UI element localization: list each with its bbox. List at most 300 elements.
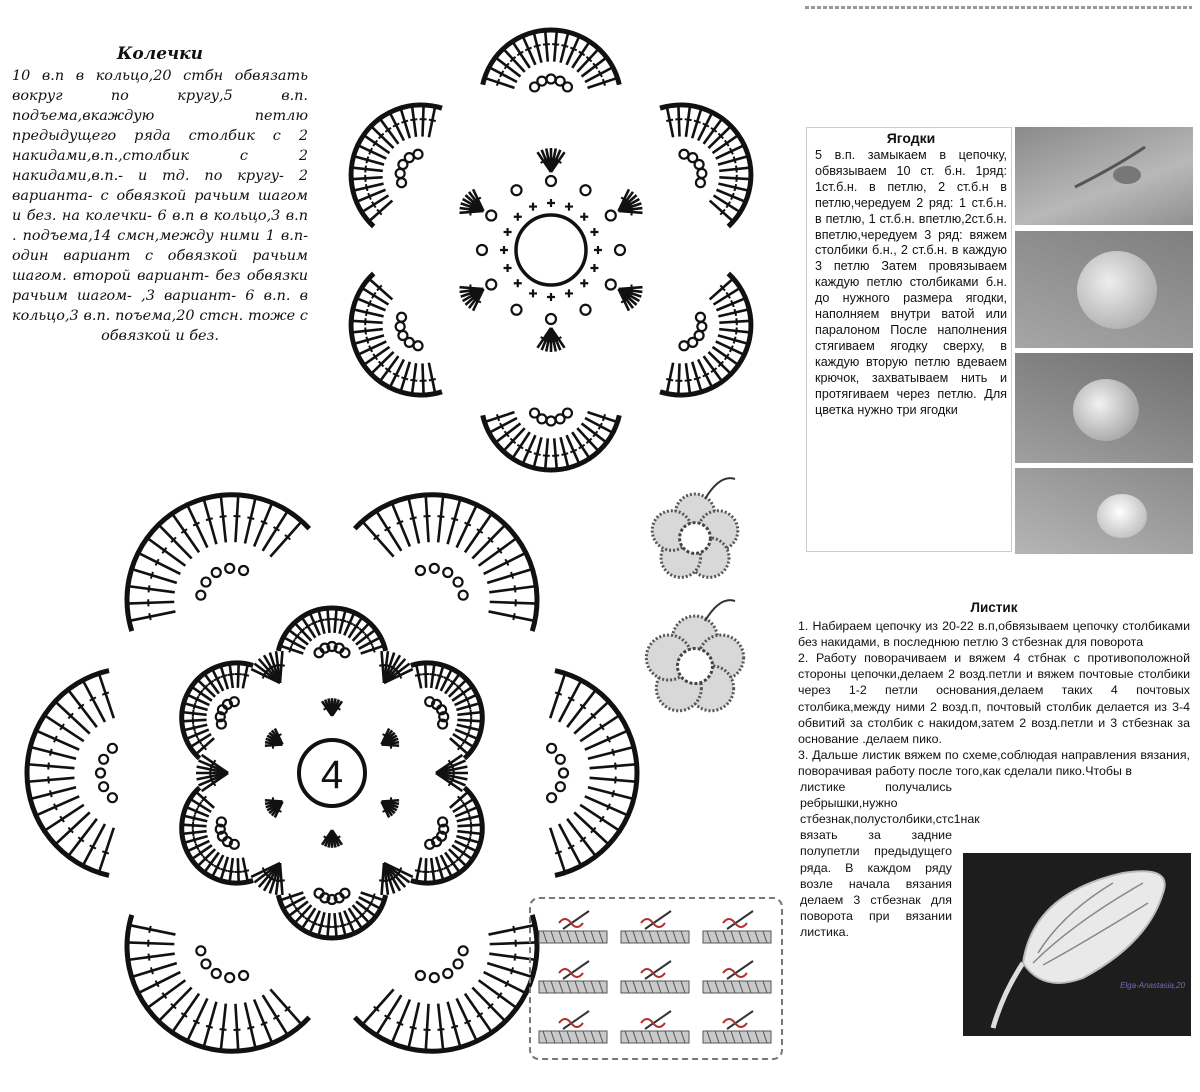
chain-stitch: [697, 322, 706, 331]
petal-stitch: [353, 184, 384, 191]
chain-stitch: [615, 245, 625, 255]
chain-stitch: [397, 178, 406, 187]
petal-stitch-bar: [515, 585, 516, 592]
fabric-swatch: [621, 981, 689, 993]
center-single-crochet: [580, 279, 588, 287]
chain-stitch: [547, 417, 556, 426]
petal-stitch: [588, 747, 634, 759]
petal-stitch-bar: [220, 1029, 227, 1030]
petal-stitch-bar: [561, 453, 568, 455]
chain-stitch: [581, 305, 591, 315]
petal-stitch: [545, 30, 548, 61]
petal-stitch-bar: [603, 414, 605, 421]
chain-stitch: [96, 769, 105, 778]
petal-stitch-bar: [415, 870, 422, 871]
petal-stitch: [182, 831, 207, 834]
chain-stitch: [547, 793, 556, 802]
petal-stitch-bar: [247, 1027, 254, 1029]
inner-fan-stitch-bar: [621, 299, 627, 302]
petal-stitch: [412, 363, 416, 394]
petal-stitch-bar: [221, 869, 228, 871]
petal-stitch-bar: [149, 926, 150, 933]
petal-stitch-bar: [543, 455, 550, 456]
petal-edge: [483, 415, 620, 470]
center-single-crochet: [500, 246, 508, 254]
petal-stitch-bar: [206, 1026, 213, 1028]
petal-stitch-bar: [369, 148, 372, 154]
petal-stitch-bar: [206, 518, 213, 520]
petal-stitch-bar: [561, 45, 568, 47]
petal-stitch-bar: [393, 124, 399, 127]
kolechki-title: Колечки: [116, 44, 204, 64]
petal-stitch-bar: [373, 894, 375, 901]
chain-stitch: [512, 305, 522, 315]
yarn-loop: [723, 919, 747, 927]
petal-stitch: [448, 499, 461, 544]
chain-stitch: [537, 77, 546, 86]
petal-stitch-bar: [196, 696, 199, 702]
inner-fan-stitch-bar: [391, 742, 392, 749]
petal-stitch: [128, 586, 175, 592]
flower-stitches: [351, 30, 751, 470]
stitch-instructions-panel: [529, 897, 783, 1060]
petal-stitch-bar: [401, 121, 408, 123]
center-single-crochet: [529, 203, 537, 211]
petal-stitch-bar: [451, 518, 458, 520]
inner-fan-stitch-bar: [379, 880, 386, 881]
petal-stitch-bar: [612, 790, 614, 797]
petal-stitch-bar: [366, 337, 368, 344]
inner-fan-stitch-bar: [631, 209, 632, 216]
chain-stitch: [212, 568, 221, 577]
petal-stitch: [667, 363, 673, 394]
berry-photo-2: [1015, 231, 1193, 348]
chain-stitch: [416, 566, 425, 575]
petal-stitch: [99, 828, 114, 873]
petal-stitch-bar: [228, 674, 235, 675]
petal-stitch-bar: [437, 675, 444, 677]
petal-stitch: [457, 825, 482, 826]
petal-stitch-bar: [393, 373, 399, 376]
petal-stitch-bar: [193, 829, 194, 836]
chain-stitch: [239, 566, 248, 575]
inner-fan-stitch-bar: [278, 665, 285, 666]
petal-stitch-bar: [369, 346, 372, 352]
chain-stitch: [196, 591, 205, 600]
petal-stitch-bar: [54, 804, 57, 810]
petal-stitch-bar: [193, 523, 199, 526]
petal-stitch: [245, 1002, 256, 1048]
chain-stitch: [454, 578, 463, 587]
petal-stitch-bar: [193, 815, 195, 822]
chain-stitch: [679, 341, 688, 350]
center-single-crochet: [547, 199, 555, 207]
chain-stitch: [99, 755, 108, 764]
petal-stitch-bar: [552, 44, 559, 45]
petal-stitch-bar: [48, 763, 49, 770]
petal-stitch-bar: [694, 121, 701, 123]
petal-stitch-bar: [397, 521, 403, 524]
petal-stitch-bar: [332, 619, 339, 620]
yarn-tail: [705, 478, 735, 499]
inner-fan-stitch: [619, 211, 643, 213]
petal-stitch: [425, 663, 426, 688]
petal-stitch: [422, 363, 423, 394]
petal-stitch-bar: [497, 79, 499, 86]
petal-edge: [355, 915, 537, 1051]
chain-stitch: [396, 322, 405, 331]
petal-stitch-bar: [437, 1029, 444, 1030]
petal-stitch: [545, 438, 548, 469]
petal-stitch: [567, 690, 596, 727]
petal-stitch-bar: [429, 120, 436, 121]
petal-stitch: [457, 712, 482, 715]
step-illustration: [703, 911, 771, 943]
yarn-loop: [641, 1019, 665, 1027]
petal-stitch-bar: [703, 124, 709, 127]
step-illustration: [539, 961, 607, 993]
listik-step-2: 2. Работу поворачиваем и вяжем 4 стбнак с противоположной стороны цепочки,делаем 2 возд.петли и вяжем почтовые столбики через 1-2 петли основания,делаем таких 4 почтовых столбика,между ними 2 возд.п, почтовый столбик делается из 3-4 обвитий за столбик с накидом,затем 2 возд.петли и 3 стбезнак за основание .делаем пико.: [798, 651, 1190, 746]
petal-stitch: [667, 106, 673, 137]
step-illustration: [621, 961, 689, 993]
petal-stitch-bar: [195, 732, 198, 738]
petal-stitch-bar: [102, 851, 109, 853]
petal-stitch: [686, 363, 690, 394]
petal-stitch-bar: [151, 967, 153, 974]
leaf-photo: [963, 853, 1191, 1036]
petal-stitch: [238, 663, 239, 688]
yarn-loop: [641, 969, 665, 977]
chain-stitch: [556, 755, 565, 764]
chain-stitch: [396, 169, 405, 178]
petal-stitch: [550, 828, 565, 873]
chain-stitch: [581, 185, 591, 195]
petal-stitch: [235, 495, 238, 542]
yarn-tail: [705, 600, 735, 621]
petal-stitch: [83, 824, 105, 866]
chain-stitch: [546, 314, 556, 324]
petal-stitch: [351, 329, 382, 332]
ring-center: [678, 649, 713, 684]
ring-sample-photo-2: [630, 606, 760, 721]
petal-stitch: [204, 1002, 217, 1047]
petal-stitch: [335, 608, 337, 633]
petal-stitch-bar: [570, 450, 576, 453]
chain-stitch: [547, 75, 556, 84]
chain-stitch: [530, 409, 539, 418]
chain-stitch: [108, 793, 117, 802]
petal-stitch-bar: [607, 736, 610, 742]
petal-stitch-bar: [465, 1020, 471, 1023]
petal-stitch-bar: [513, 613, 514, 620]
petal-stitch: [719, 321, 750, 323]
fabric-swatch: [703, 1031, 771, 1043]
center-single-crochet: [565, 203, 573, 211]
petal-stitch-bar: [318, 620, 325, 622]
petal-stitch-bar: [410, 517, 417, 519]
petal-stitch: [718, 184, 749, 191]
petal-stitch-bar: [102, 692, 109, 694]
petal-stitch-bar: [50, 790, 52, 797]
petal-stitch: [204, 499, 217, 544]
petal-stitch-bar: [430, 871, 437, 872]
petal-stitch-bar: [193, 710, 194, 717]
petal-stitch-bar: [50, 749, 52, 756]
petal-stitch-bar: [451, 1026, 458, 1028]
petal-stitch: [238, 858, 239, 883]
petal-stitch-bar: [194, 836, 196, 843]
ring-center: [680, 523, 711, 554]
kolechki-text: 10 в.п в кольцо,20 стбн обвязать вокруг по кругу,5 в.п. подъема,вкаждую петлю предыдущего ряда столбик с 2 накидами,в.п.,столбик с 2 накидами,в.п.- и тд. по кругу- 2 варианта- с обвязкой рачьим шагом и без. на колечки- 6 в.п в кольцо,3 в.п . подъема,14 смсн,между ними 1 в.п- один вариант с обвязкой рачьим шагом. второй вариант- без обвязки рачьим шагом- ,3 вариант- 6 в.п. в кольцо,3 в.п. поъема,20 стсн. тоже с обвязкой и без.: [12, 68, 308, 344]
chain-stitch: [99, 782, 108, 791]
chain-stitch: [454, 959, 463, 968]
petal-stitch-bar: [429, 379, 436, 380]
listik-step-3-cont: листике получались ребрышки,нужно стбезнак,полустолбики,стс1нак вязать за задние полупетли предыдущего ряда. В каждом ряду возле начала вязания делаем 3 стбезнак для поворота при вязании листика.: [800, 780, 980, 939]
petal-stitch: [567, 819, 596, 856]
inner-fan-stitch: [382, 863, 384, 895]
petal-stitch: [590, 764, 637, 768]
petal-stitch-bar: [156, 559, 159, 565]
chain-stitch: [225, 564, 234, 573]
petal-stitch: [128, 954, 175, 960]
chain-stitch: [477, 245, 487, 255]
chain-stitch: [559, 769, 568, 778]
petal-stitch: [554, 30, 557, 61]
listik-step-1: 1. Набираем цепочку из 20-22 в.п,обвязываем цепочку столбиками без накидами, в последнюю петлю 3 стбезнак для поворота: [798, 619, 1190, 650]
petal-stitch: [426, 1004, 429, 1051]
petal-stitch: [83, 680, 105, 722]
petal-stitch: [457, 720, 482, 721]
petal-stitch: [335, 913, 337, 938]
petal-stitch-bar: [149, 585, 150, 592]
petal-stitch-bar: [149, 613, 150, 620]
petal-stitch-bar: [325, 926, 332, 927]
step-illustration: [539, 1011, 607, 1043]
step-illustration: [703, 1011, 771, 1043]
petal-stitch-bar: [694, 377, 701, 379]
petal-stitch-bar: [471, 829, 472, 836]
fabric-swatch: [703, 981, 771, 993]
petal-stitch: [351, 177, 382, 179]
petal-stitch-bar: [325, 619, 332, 620]
petal-stitch-bar: [261, 1022, 267, 1025]
chain-stitch: [547, 744, 556, 753]
yarn-loop: [559, 969, 583, 977]
petal-stitch-bar: [228, 871, 235, 872]
petal-stitch: [686, 106, 690, 137]
petal-stitch: [127, 602, 174, 604]
petal-stitch: [221, 1004, 226, 1051]
petal-stitch-bar: [515, 954, 516, 961]
petal-stitch-bar: [703, 373, 709, 376]
chain-stitch: [697, 169, 706, 178]
petal-stitch: [351, 168, 382, 171]
listik-title: Листик: [970, 600, 1018, 615]
petal-stitch: [489, 925, 535, 935]
chain-stitch: [212, 969, 221, 978]
petal-stitch-bar: [731, 193, 734, 199]
petal-stitch: [588, 787, 634, 799]
petal-stitch: [235, 1004, 238, 1051]
petal-stitch-bar: [430, 674, 437, 675]
center-single-crochet: [547, 293, 555, 301]
chain-stitch: [512, 185, 522, 195]
petal-stitch-bar: [525, 450, 531, 453]
petal-stitch-bar: [465, 523, 471, 526]
petal-stitch-bar: [543, 44, 550, 45]
petal-stitch: [426, 495, 429, 542]
petal-stitch-bar: [444, 677, 450, 680]
petal-stitch-bar: [497, 414, 499, 421]
yagodki-title: Ягодки: [886, 130, 936, 146]
petal-stitch-bar: [220, 516, 227, 517]
petal-stitch-bar: [615, 763, 616, 770]
petal-stitch-bar: [365, 327, 366, 334]
petal-stitch-bar: [730, 148, 733, 154]
chain-stitch: [225, 973, 234, 982]
fabric-swatch: [621, 931, 689, 943]
petal-stitch: [129, 611, 175, 621]
center-ring: [516, 215, 586, 285]
chain-stitch: [459, 591, 468, 600]
petal-stitch: [351, 321, 382, 323]
petal-stitch-bar: [437, 869, 444, 871]
petal-stitch-bar: [156, 981, 159, 987]
petal-stitch-bar: [525, 48, 531, 51]
petal-stitch-bar: [505, 981, 508, 987]
petal-stitch-bar: [194, 703, 196, 710]
petal-stitch-bar: [368, 193, 371, 199]
petal-stitch-bar: [666, 379, 673, 380]
petal-stitch: [438, 1004, 443, 1051]
petal-stitch: [487, 963, 532, 977]
yarn-loop: [559, 919, 583, 927]
inner-fan-stitch-bar: [475, 198, 481, 201]
chain-stitch: [196, 946, 205, 955]
petal-stitch: [490, 602, 537, 604]
petal-stitch-bar: [332, 926, 339, 927]
petal-stitch-bar: [615, 776, 616, 783]
petal-stitch: [429, 363, 435, 394]
fabric-swatch: [539, 981, 607, 993]
inner-fan-stitch-bar: [470, 285, 471, 292]
petal-stitch-bar: [289, 894, 291, 901]
flower-diagram-top: [318, 10, 798, 490]
chain-stitch: [201, 578, 210, 587]
petal-stitch: [129, 925, 175, 935]
petal-stitch-bar: [511, 572, 513, 579]
petal-stitch-bar: [505, 559, 508, 565]
petal-stitch-bar: [734, 157, 736, 164]
petal-stitch: [719, 168, 750, 171]
petal-stitch-bar: [607, 804, 610, 810]
petal-stitch-bar: [511, 967, 513, 974]
inner-fan-stitch-bar: [263, 868, 266, 874]
petal-stitch-bar: [366, 157, 368, 164]
petal-stitch-bar: [465, 844, 468, 850]
inner-fan-stitch-bar: [398, 672, 401, 678]
petal-stitch: [27, 778, 74, 782]
petal-stitch: [230, 858, 233, 883]
petal-stitch-bar: [465, 696, 468, 702]
stitch-step-illustrations: [531, 899, 781, 1059]
fabric-swatch: [539, 931, 607, 943]
petal-stitch: [362, 521, 393, 556]
petal-stitch: [425, 858, 426, 883]
petal-edge: [127, 495, 309, 631]
petal-stitch: [327, 608, 329, 633]
petal-stitch-bar: [289, 646, 291, 653]
petal-stitch-bar: [242, 870, 249, 871]
center-single-crochet: [580, 213, 588, 221]
petal-stitch: [590, 778, 637, 782]
petal-stitch: [718, 309, 749, 316]
petal-stitch: [448, 1002, 461, 1047]
yarn-loop: [723, 969, 747, 977]
petal-stitch: [182, 720, 207, 721]
petal-stitch-bar: [612, 749, 614, 756]
petal-stitch-bar: [469, 815, 471, 822]
chain-stitch: [486, 211, 496, 221]
petal-stitch: [127, 942, 174, 944]
petal-stitch: [221, 495, 226, 542]
center-single-crochet: [504, 264, 512, 272]
petal-stitch-bar: [214, 677, 220, 680]
petal-stitch: [132, 963, 177, 977]
petal-stitch-bar: [373, 646, 375, 653]
top-rule: [805, 6, 1192, 9]
chain-stitch: [459, 946, 468, 955]
chain-stitch: [556, 414, 565, 423]
petal-stitch-bar: [736, 327, 737, 334]
petal-stitch-bar: [214, 866, 220, 869]
petal-stitch: [327, 913, 329, 938]
ring-sample: [646, 600, 743, 711]
chain-stitch: [108, 744, 117, 753]
fabric-swatch: [621, 1031, 689, 1043]
berry-photo-1: [1015, 127, 1193, 225]
petal-stitch: [362, 989, 393, 1024]
chain-stitch: [443, 969, 452, 978]
petal-stitch: [270, 989, 301, 1024]
petal-stitch: [678, 363, 679, 394]
petal-stitch-bar: [149, 954, 150, 961]
petal-stitch-bar: [469, 703, 471, 710]
petal-stitch-bar: [685, 119, 692, 120]
petal-stitch-bar: [261, 521, 267, 524]
petal-stitch: [408, 497, 419, 543]
petal-stitch-bar: [193, 724, 195, 731]
petal-stitch-bar: [410, 1027, 417, 1029]
petal-stitch-bar: [730, 346, 733, 352]
petal-stitch: [550, 673, 565, 718]
yarn-loop: [723, 1019, 747, 1027]
petal-stitch-bar: [555, 851, 562, 853]
petal-stitch: [457, 831, 482, 834]
chain-stitch: [563, 82, 572, 91]
chain-stitch: [606, 211, 616, 221]
center-single-crochet: [514, 279, 522, 287]
petal-stitch-bar: [347, 922, 353, 925]
petal-stitch-bar: [196, 844, 199, 850]
petal-stitch-bar: [469, 836, 471, 843]
petal-stitch: [182, 712, 207, 715]
chain-stitch: [430, 973, 439, 982]
petal-stitch-bar: [195, 808, 198, 814]
petal-stitch-bar: [734, 337, 736, 344]
petal-stitch: [487, 569, 532, 583]
chain-stitch: [443, 568, 452, 577]
